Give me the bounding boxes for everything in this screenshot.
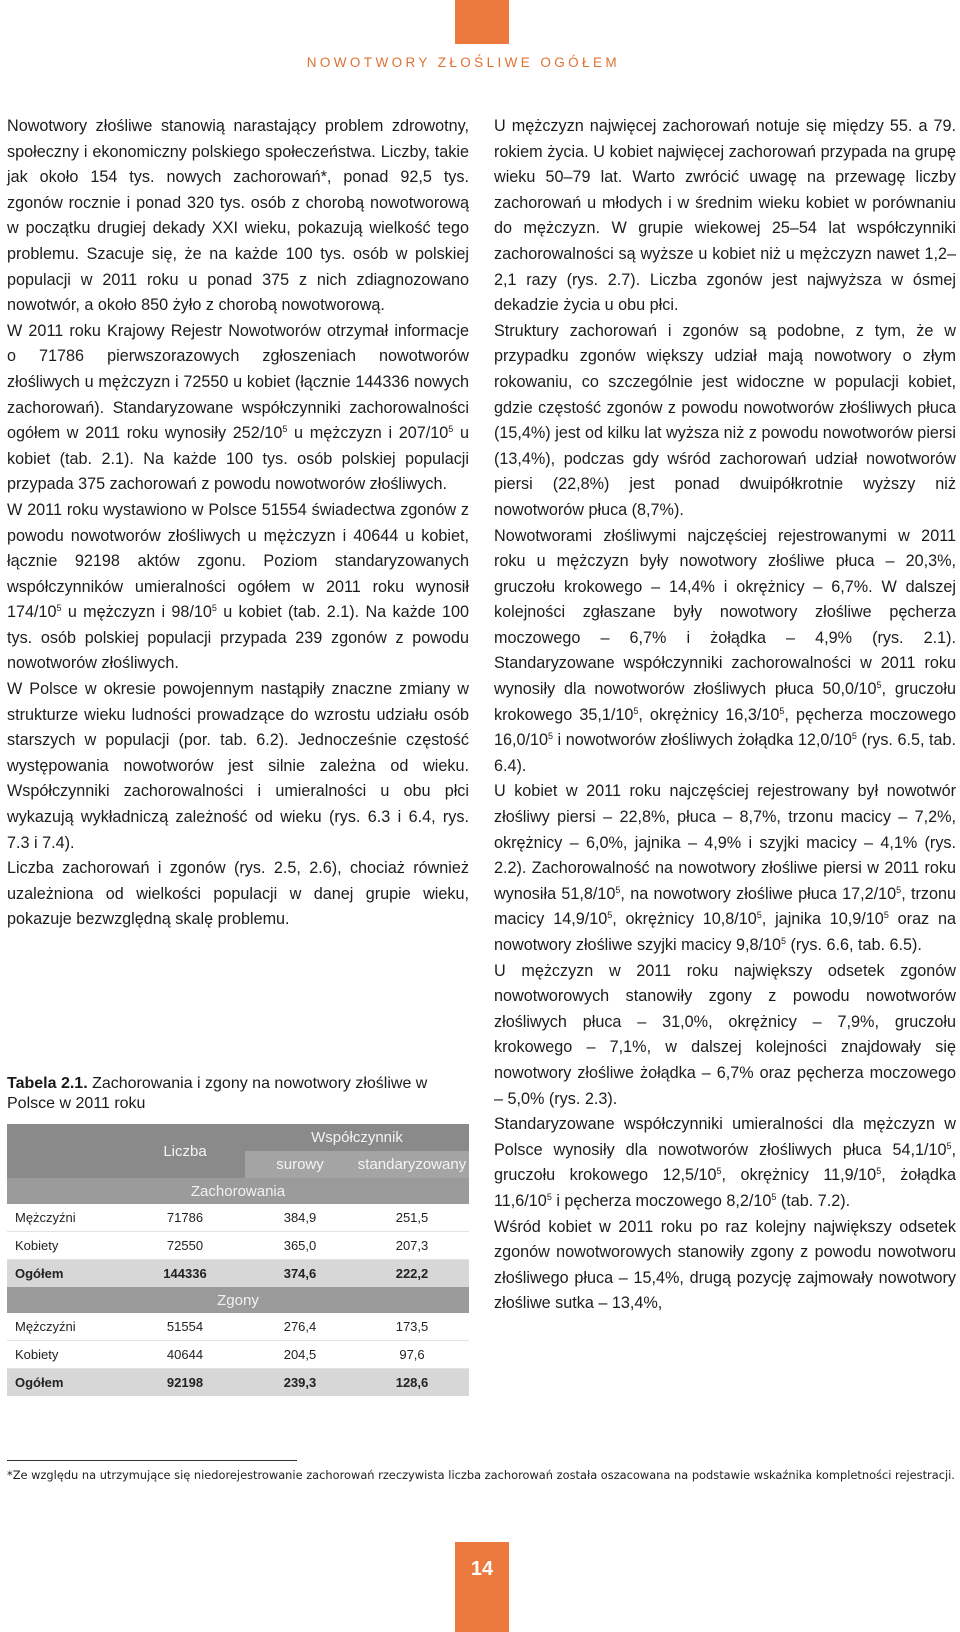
col-header-wspolczynnik: Współczynnik [245, 1124, 469, 1151]
section-zgony: Zgony [7, 1287, 469, 1313]
footnote-divider [7, 1460, 297, 1461]
table-row: Mężczyźni 71786 384,9 251,5 [7, 1204, 469, 1232]
paragraph-structure: Struktury zachorowań i zgonów są podobne, z tym, że w przypadku zgonów większy udział mają nowotwory o złym rokowaniu, co szczególnie jest widoczne w populacji kobiet, gdzie częstość zgonów z powodu nowotworów złośliwych płuca (15,4%) jest od kilku lat wyższa niż z powodu nowotworów piersi (13,4%), podczas gdy wśród zachorowań udział nowotworów piersi (22,8%) jest ponad dwuipółkrotnie wyższy niż nowotworów płuca (8,7%). [494, 321, 956, 519]
paragraph-women-incidence: U kobiet w 2011 roku najczęściej rejestrowany był nowotwór złośliwy piersi – 22,8%, płuca – 8,7%, trzonu macicy – 7,2%, okrężnicy – 6,0%, jajnika – 4,9% i szyjki macicy – 4,1% (rys. 2.2). Zachorowalność na nowotwory złośliwe piersi w 2011 roku wynosiła $51,8/10^5$, na nowotwory złośliwe płuca $17,2/10^5$, trzonu macicy $14,9/10^5$, okrężnicy $10,8/10^5$, jajnika $10,9/10^5$ oraz na nowotwory złośliwe szyjki macicy $9,8/10^5$ (rys. 6.6, tab. 6.5). [494, 782, 956, 954]
paragraph-men-deaths: U mężczyzn w 2011 roku największy odsetek zgonów nowotworowych stanowiły zgony z powodu nowotworów złośliwych płuca – 31,0%, okrężnicy – 7,9%, gruczołu krokowego – 7,1%, w dalszej kolejności znajdowały się nowotwory złośliwe żołądka – 6,7% oraz pęcherza moczowego – 5,0% (rys. 2.3). [494, 961, 956, 1108]
left-text-column [7, 114, 469, 933]
paragraph-men-incidence: Nowotworami złośliwymi najczęściej rejestrowanymi w 2011 roku u mężczyzn były nowotwory złośliwe płuca – 20,3%, gruczołu krokowego – 14,4% i okrężnicy – 6,7%. W dalszej kolejności zgłaszane były nowotwory złośliwe pęcherza moczowego – 6,7% i żołądka – 4,9% (rys. 2.1). Standaryzowane współczynniki zachorowalności w 2011 roku wynosiły dla nowotworów złośliwych płuca $50,0/10^5$, gruczołu krokowego $35,1/10^5$, okrężnicy $16,3/10^5$, pęcherza moczowego $16,0/10^5$ i nowotworów złośliwych żołądka $12,0/10^5$ (rys. 6.5, tab. 6.4). [494, 526, 956, 775]
paragraph-incidence: W 2011 roku Krajowy Rejestr Nowotworów otrzymał informacje o 71786 pierwszorazowych zgłoszeniach nowotworów złośliwych u mężczyzn i 72550 u kobiet (łącznie 144336 nowych zachorowań). Standaryzowane współczynniki zachorowalności ogółem w 2011 roku wynosiły $252/10^5$ u mężczyzn i $207/10^5$ u kobiet (tab. 2.1). Na każde 100 tys. osób polskiej populacji przypada 375 zachorowań z powodu nowotworów złośliwych. [7, 321, 469, 494]
table-caption-text: Zachorowania i zgony na nowotwory złośliwe w Polsce w 2011 roku [7, 1075, 428, 1112]
col-header-surowy: surowy [245, 1151, 355, 1178]
table-row: Mężczyźni 51554 276,4 173,5 [7, 1313, 469, 1341]
section-zachorowania: Zachorowania [7, 1178, 469, 1204]
paragraph-absolute-scale: Liczba zachorowań i zgonów (rys. 2.5, 2.6), chociaż również uzależniona od wielkości populacji w danej grupie wieku, pokazuje bezwzględną skalę problemu. [7, 859, 469, 929]
footnote: *Ze względu na utrzymujące się niedorejestrowanie zachorowań rzeczywista liczba zachorowań została oszacowana na podstawie wskaźnika kompletności rejestracji. [7, 1468, 955, 1482]
paragraph-age-peaks: U mężczyzn najwięcej zachorowań notuje się między 55. a 79. rokiem życia. U kobiet najwięcej zachorowań przypada na grupę wieku 50–79 lat. Warto zwrócić uwagę na przewagę liczby zachorowań u młodych i w średnim wieku kobiet w porównaniu do mężczyzn. W grupie wiekowej 25–54 lat współczynniki zachorowalności są wyższe u kobiet niż u mężczyzn nawet 1,2–2,1 razy (rys. 2.7). Liczba zgonów jest najwyższa w ósmej dekadzie życia u obu płci. [494, 117, 956, 315]
paragraph-deaths: W 2011 roku wystawiono w Polsce 51554 świadectwa zgonów z powodu nowotworów złośliwych u mężczyzn i 40644 u kobiet, łącznie 92198 aktów zgonu. Poziom standaryzowanych współczynników umieralności ogółem w 2011 roku wynosił $174/10^5$ u mężczyzn i $98/10^5$ u kobiet (tab. 2.1). Na każde 100 tys. osób polskiej populacji przypada 239 zgonów z powodu nowotworów złośliwych. [7, 500, 469, 673]
table-row: Kobiety 72550 365,0 207,3 [7, 1232, 469, 1260]
page-number-tab [455, 1542, 509, 1632]
incidence-mortality-table [7, 1124, 469, 1396]
paragraph-women-deaths: Wśród kobiet w 2011 roku po raz kolejny największy odsetek zgonów nowotworowych stanowiły zgony z powodu nowotworu złośliwego płuca – 15,4%, drugą pozycję zajmowały nowotwory złośliwe sutka – 13,4%, [494, 1217, 956, 1313]
col-header-liczba: Liczba [125, 1124, 245, 1178]
table-caption-label: Tabela 2.1. [7, 1075, 88, 1092]
table-row: Kobiety 40644 204,5 97,6 [7, 1341, 469, 1369]
paragraph-men-mortality-rates: Standaryzowane współczynniki umieralności dla mężczyzn w Polsce wynosiły dla nowotworów złośliwych płuca $54,1/10^5$, gruczołu krokowego $12,5/10^5$, okrężnicy $11,9/10^5$, żołądka $11,6/10^5$ i pęcherza moczowego $8,2/10^5$ (tab. 7.2). [494, 1115, 956, 1210]
paragraph-intro: Nowotwory złośliwe stanowią narastający problem zdrowotny, społeczny i ekonomiczny polskiego społeczeństwa. Liczby, takie jak około 154 tys. nowych zachorowań*, ponad 92,5 tys. zgonów rocznie i ponad 320 tys. osób z chorobą nowotworową w początku drugiej dekady XXI wieku, pokazują wielkość tego problemu. Szacuje się, że na każde 100 tys. osób w polskiej populacji w 2011 roku u ponad 375 z nich zdiagnozowano nowotwór, a około 850 żyło z chorobą nowotworową. [7, 117, 469, 315]
section-header-title: NOWOTWORY ZŁOŚLIWE OGÓŁEM [306, 55, 620, 70]
paragraph-age-structure: W Polsce w okresie powojennym nastąpiły znaczne zmiany w strukturze wieku ludności prowadzące do wzrostu udziału osób starszych w populacji (por. tab. 6.2). Jednocześnie częstość występowania nowotworów jest silnie zależna od wieku. Współczynniki zachorowalności i umieralności u obu płci wykazują wykładniczą zależność od wieku (rys. 6.3 i 6.4, rys. 7.3 i 7.4). [7, 680, 469, 852]
table-caption [7, 1074, 469, 1114]
top-accent-tab [455, 0, 509, 44]
page-number: 14 [470, 1558, 494, 1580]
table-row-total: Ogółem 144336 374,6 222,2 [7, 1260, 469, 1288]
col-header-standaryzowany: standaryzowany [355, 1151, 469, 1178]
table-row-total: Ogółem 92198 239,3 128,6 [7, 1369, 469, 1397]
right-text-column [494, 114, 956, 1317]
